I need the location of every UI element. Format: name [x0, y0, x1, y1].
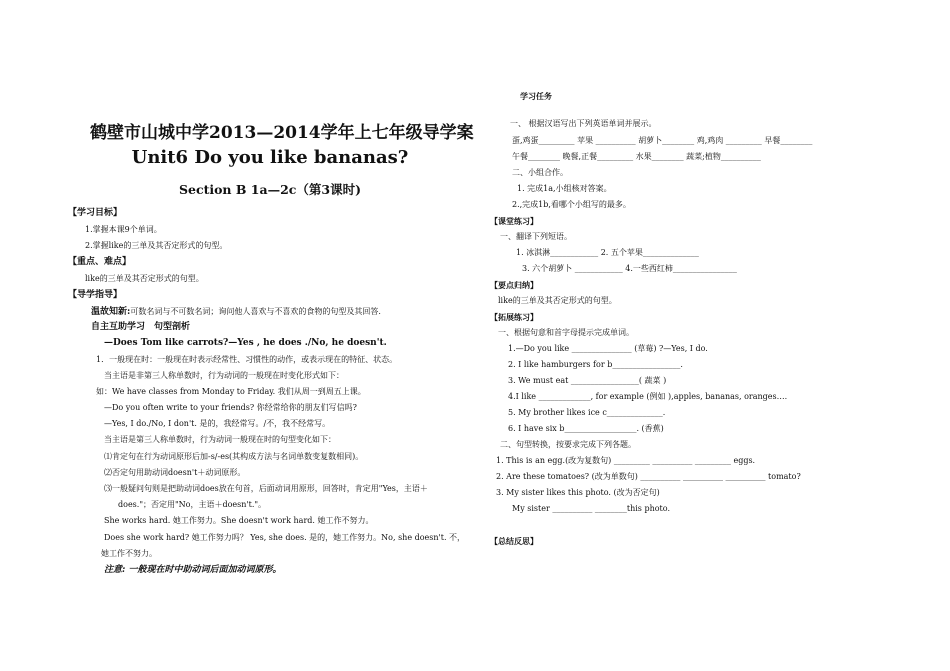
task-6: 2.,完成1b,看哪个小组写的最多。: [512, 200, 631, 209]
para-4: —Do you often write to your friends? 你经常给你的朋友们写信吗?: [104, 403, 357, 412]
task-2: 蛋,鸡蛋_________ 苹果 __________ 胡萝卜________ 鸡,鸡肉 _________ 早餐________: [512, 136, 813, 145]
task-1: 一、 根据汉语写出下列英语单词并展示。: [510, 119, 657, 128]
task-3: 午餐________ 晚餐,正餐_________ 水果________ 蔬菜;植物__________: [512, 152, 761, 161]
class-3: 3. 六个胡萝卜 ____________ 4.一些西红柿________________: [522, 264, 737, 273]
heading-guide: 【导学指导】: [68, 290, 123, 300]
para-5: —Yes, I do./No, I don't. 是的，我经常写。/不，我不经常写。: [104, 419, 331, 428]
para-12: Does she work hard? 她工作努力吗？ Yes, she does. 是的，她工作努力。No, she doesn't. 不，: [104, 533, 466, 542]
para-2: 当主语是非第三人称单数时，行为动词的一般现在时变化形式如下：: [104, 371, 344, 380]
ext-1: 一、根据句意和首字母提示完成单词。: [498, 328, 634, 337]
self-study-heading: 自主互助学习 句型剖析: [91, 322, 191, 332]
heading-summary: 【要点归纳】: [490, 280, 538, 290]
heading-class-practice: 【课堂练习】: [490, 216, 538, 226]
summary-1: like的三单及其否定形式的句型。: [498, 296, 617, 305]
note: 注意: 一般现在时中助动词后面加动词原形。: [104, 565, 282, 575]
para-11: She works hard. 她工作努力。She doesn't work hard. 她工作不努力。: [104, 516, 374, 525]
ext-11: 3. My sister likes this photo. (改为否定句): [496, 488, 660, 497]
para-3: 如：We have classes from Monday to Friday. 我们从周一到周五上课。: [96, 387, 366, 396]
goal-1: 1.掌握本课9个单词。: [85, 225, 162, 234]
ext-7: 6. I have six b__________________. (香蕉): [508, 424, 664, 433]
section-title: Section B 1a—2c（第3课时): [178, 182, 362, 197]
class-1: 一、翻译下列短语。: [500, 232, 572, 241]
para-13: 她工作不努力。: [101, 549, 157, 558]
heading-reflection: 【总结反思】: [490, 536, 538, 546]
ext-2: 1.—Do you like _______________ (草莓) ?—Yes, I do.: [508, 344, 708, 353]
review-line: [91, 307, 381, 317]
para-8: ⑵否定句用助动词doesn't＋动词原形。: [104, 468, 246, 477]
ext-8: 二、句型转换，按要求完成下列各题。: [500, 440, 636, 449]
page-title: 鹤壁市山城中学2013—2014学年上七年级导学案: [90, 123, 474, 143]
task-5: 1. 完成1a,小组核对答案。: [517, 184, 612, 193]
key-point-1: like的三单及其否定形式的句型。: [85, 274, 204, 283]
ext-12: My sister __________ ________this photo.: [512, 504, 670, 513]
unit-title: Unit6 Do you like bananas?: [131, 147, 409, 168]
ext-4: 3. We must eat _________________( 蔬菜 ): [508, 376, 667, 385]
para-1: 1．一般现在时：一般现在时表示经常性、习惯性的动作，或表示现在的特征、状态。: [96, 355, 398, 364]
para-10: does."；否定用"No，主语＋doesn't."。: [118, 500, 267, 509]
ext-10: 2. Are these tomatoes? (改为单数句) __________ __________ __________ tomato?: [496, 472, 801, 481]
para-6: 当主语是第三人称单数时，行为动词一般现在时的句型变化如下：: [104, 435, 336, 444]
review-text: 可数名词与不可数名词；询问他人喜欢与不喜欢的食物的句型及其回答.: [130, 307, 381, 316]
heading-extension: 【拓展练习】: [490, 312, 538, 322]
ext-6: 5. My brother likes ice c______________.: [508, 408, 666, 417]
ext-9: 1. This is an egg.(改为复数句) _________ __________ _________ eggs.: [496, 456, 756, 465]
para-7: ⑴肯定句在行为动词原形后加-s/-es(其构成方法与名词单数变复数相同)。: [104, 452, 364, 461]
class-2: 1. 冰淇淋____________ 2. 五个苹果______________: [516, 248, 699, 257]
task-4: 二、小组合作。: [512, 168, 568, 177]
ext-3: 2. I like hamburgers for b_________________.: [508, 360, 683, 369]
sentence-dialog: —Does Tom like carrots?—Yes , he does ./No, he doesn't.: [104, 338, 387, 348]
review-label: 温故知新:: [91, 307, 131, 317]
goal-2: 2.掌握like的三单及其否定形式的句型。: [85, 241, 228, 250]
heading-key-points: 【重点、难点】: [68, 257, 132, 267]
heading-goals: 【学习目标】: [68, 208, 123, 218]
heading-task: 学习任务: [520, 91, 552, 101]
ext-5: 4.I like _____________, for example (例如 ),apples, bananas, oranges….: [508, 392, 788, 401]
para-9: ⑶一般疑问句则是把助动词does放在句首，后面动词用原形，回答时，肯定用"Yes，主语＋: [104, 484, 428, 493]
